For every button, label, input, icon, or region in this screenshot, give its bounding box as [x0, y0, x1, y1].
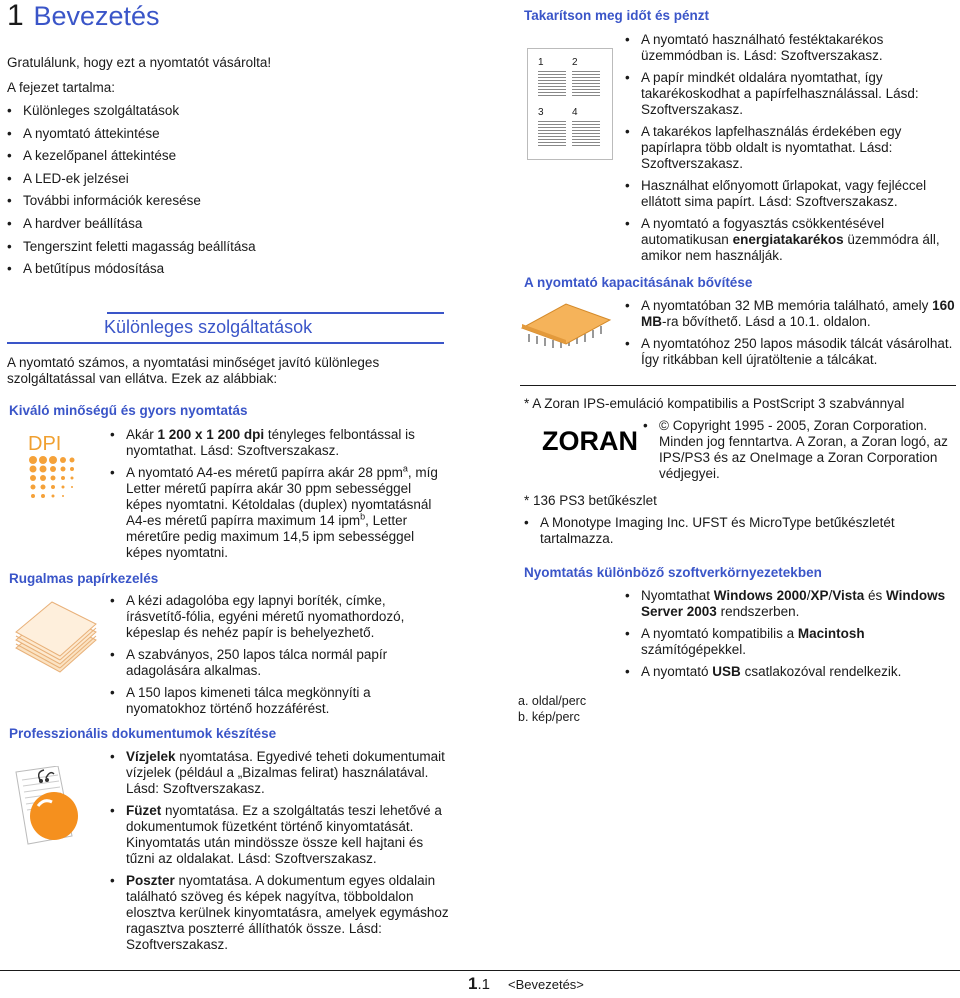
footnote-b: b. kép/perc — [518, 710, 580, 724]
paper-stack-icon — [14, 600, 98, 680]
intro-text: Gratulálunk, hogy ezt a nyomtatót vásárolta! — [7, 55, 272, 70]
fonts-136-note: * 136 PS3 betűkészlet — [524, 493, 657, 508]
toc-item[interactable]: • A kezelőpanel áttekintése — [7, 148, 307, 171]
professional-list — [110, 749, 450, 959]
toc-item[interactable]: • A hardver beállítása — [7, 216, 307, 239]
n-up-page-4: 4 — [572, 107, 578, 118]
subsection-title-save: Takarítson meg időt és pénzt — [524, 8, 710, 23]
zoran-logo — [542, 426, 650, 456]
list-item: • Nyomtathat Windows 2000/XP/Vista és Windows Server 2003 rendszerben. — [625, 588, 955, 620]
list-item: • A nyomtató USB csatlakozóval rendelkezik. — [625, 664, 955, 680]
toc-heading: A fejezet tartalma: — [7, 80, 116, 95]
section-title: Különleges szolgáltatások — [104, 317, 313, 337]
chapter-number: 1 — [7, 0, 24, 32]
dpi-icon — [28, 432, 80, 502]
subsection-title-professional: Professzionális dokumentumok készítése — [9, 726, 277, 741]
watermark-document-icon — [14, 766, 90, 850]
section-intro: A nyomtató számos, a nyomtatási minőséget javító különleges szolgáltatással van ellátva. Ezek az alábbiak: — [7, 355, 380, 386]
list-item: • A papír mindkét oldalára nyomtathat, így takarékoskodhat a papírfelhasználással. Lásd: Szoftverszakasz. — [625, 70, 955, 118]
software-list — [625, 588, 955, 686]
monotype-text: • A Monotype Imaging Inc. UFST és MicroType betűkészletét tartalmazza. — [524, 515, 944, 547]
list-item: • A takarékos lapfelhasználás érdekében egy papírlapra több oldalt is nyomtathat. Lásd: Szoftverszakasz. — [625, 124, 955, 172]
chapter-title: Bevezetés — [33, 1, 160, 31]
toc-item[interactable]: • A nyomtató áttekintése — [7, 126, 307, 149]
subsection-title-quality: Kiváló minőségű és gyors nyomtatás — [9, 403, 248, 418]
list-item: • A nyomtató kompatibilis a Macintosh számítógépekkel. — [625, 626, 955, 658]
quality-list — [110, 427, 450, 567]
toc-item[interactable]: • Különleges szolgáltatások — [7, 103, 307, 126]
toc-item[interactable]: • További információk keresése — [7, 193, 307, 216]
subsection-title-software: Nyomtatás különböző szoftverkörnyezetekben — [524, 565, 822, 580]
paper-list — [110, 593, 440, 723]
dpi-dots-graphic — [28, 456, 80, 500]
dpi-label: DPI — [28, 433, 62, 455]
n-up-page-3: 3 — [538, 107, 544, 118]
footnote-a: a. oldal/perc — [518, 694, 587, 708]
list-item: • A nyomtatóban 32 MB memória található, amely 160 MB-ra bővíthető. Lásd a 10.1. oldalon. — [625, 298, 955, 330]
list-item: • A nyomtató használható festéktakarékos üzemmódban is. Lásd: Szoftverszakasz. — [625, 32, 955, 64]
page-number: 1.1 — [468, 974, 490, 993]
list-item: • Használhat előnyomott űrlapokat, vagy fejléccel ellátott sima papírt. Lásd: Szoftverszakasz. — [625, 178, 955, 210]
toc-list — [7, 103, 307, 284]
list-item: • Poszter nyomtatása. A dokumentum egyes oldalain található szöveg és képek nagyítva, többoldalon elosztva kerülnek kinyomtatásra, amelyek egymáshoz ragasztva poszterré állíthatók össze. Lásd: Szoftverszakasz. — [110, 873, 450, 953]
list-item: • A kézi adagolóba egy lapnyi boríték, címke, írásvetítő-fólia, egyéni méretű nyomathordozó, képeslap és nehéz papír is behelyezhető. — [110, 593, 440, 641]
section-rule-top — [107, 312, 444, 314]
copyright-text: • © Copyright 1995 - 2005, Zoran Corporation. Minden jog fenntartva. A Zoran, a Zoran logó, az IPS/PS3 és az OneImage a Zoran Corporation védjegyei. — [643, 418, 955, 482]
footer-rule — [0, 970, 960, 971]
capacity-list — [625, 298, 955, 374]
monotype-list — [524, 515, 944, 547]
zoran-note: * A Zoran IPS-emuláció kompatibilis a PostScript 3 szabvánnyal — [524, 396, 905, 411]
footer-chapter-label: <Bevezetés> — [508, 977, 584, 992]
list-item: • Akár 1 200 x 1 200 dpi tényleges felbontással is nyomtathat. Lásd: Szoftverszakasz. — [110, 427, 450, 459]
n-up-page-1: 1 — [538, 57, 544, 68]
toc-item[interactable]: • A LED-ek jelzései — [7, 171, 307, 194]
list-item: • Vízjelek nyomtatása. Egyedivé teheti dokumentumait vízjelek (például a „Bizalmas felirat) használatával. Lásd: Szoftverszakasz. — [110, 749, 450, 797]
subsection-title-paper: Rugalmas papírkezelés — [9, 571, 159, 586]
list-item: • A nyomtató A4-es méretű papírra akár 28 ppm$^a$, míg Letter méretű papírra akár 30 ppm sebességgel képes nyomtatni. Kétoldalas (duplex) nyomtatásnál A4-es méretű papírra maximum 14 ipm$^b$, Letter méretűre pedig maximum 14,5 ipm sebességgel képes nyomtatni. — [110, 465, 450, 561]
memory-chip-icon — [520, 300, 612, 350]
subsection-title-capacity: A nyomtató kapacitásának bővítése — [524, 275, 753, 290]
n-up-page-2: 2 — [572, 57, 578, 68]
toc-item[interactable]: • Tengerszint feletti magasság beállítása — [7, 239, 307, 262]
n-up-preview — [527, 48, 613, 160]
zoran-logo-text: ZORAN — [542, 426, 638, 456]
save-list — [625, 32, 955, 270]
copyright-list — [643, 418, 955, 482]
footnote-divider — [520, 385, 956, 386]
section-rule-bottom — [7, 342, 444, 344]
toc-item[interactable]: • A betűtípus módosítása — [7, 261, 307, 284]
list-item: • Füzet nyomtatása. Ez a szolgáltatás teszi lehetővé a dokumentumok füzetként történő kinyomtatását. Kinyomtatás után mindössze össze kell hajtani és tűzni az oldalakat. Lásd: Szoftverszakasz. — [110, 803, 450, 867]
chapter-heading — [7, 0, 160, 32]
list-item: • A 150 lapos kimeneti tálca megkönnyíti a nyomatokhoz történő hozzáférést. — [110, 685, 440, 717]
list-item: • A szabványos, 250 lapos tálca normál papír adagolására alkalmas. — [110, 647, 440, 679]
list-item: • A nyomtatóhoz 250 lapos második tálcát vásárolhat. Így ritkábban kell újratöltenie a tálcákat. — [625, 336, 955, 368]
list-item: • A nyomtató a fogyasztás csökkentésével automatikusan energiatakarékos üzemmódra áll, amikor nem használják. — [625, 216, 955, 264]
